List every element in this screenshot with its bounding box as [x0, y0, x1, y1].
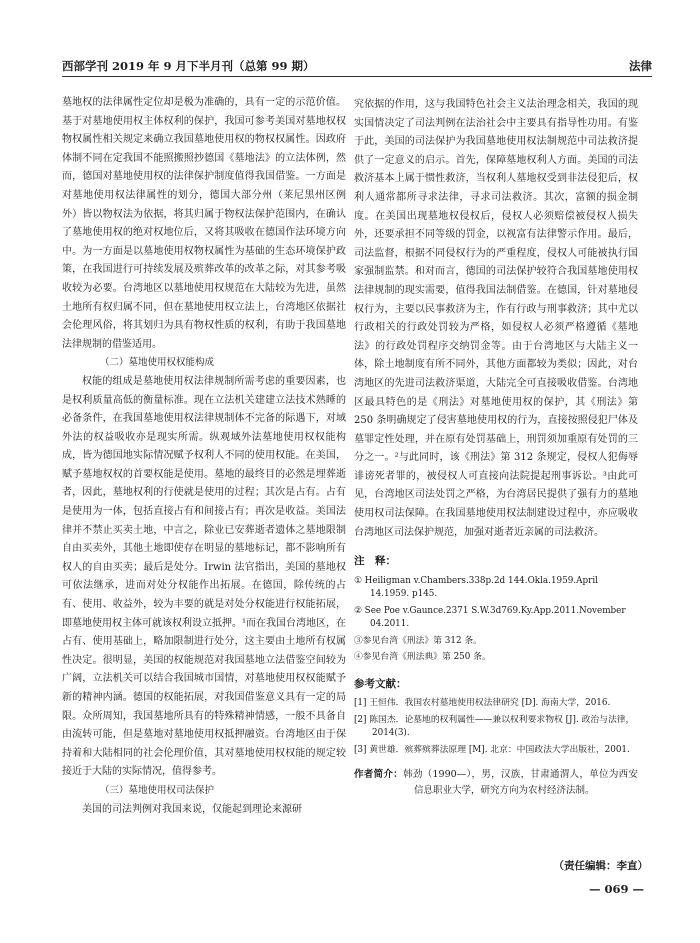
note-item: ③参见台湾《刑法》第 312 条。: [354, 635, 482, 646]
author-bio: [354, 767, 638, 799]
note-item: ② See Poe v.Gaunce.2371 S.W.3d769.Ky.App.2011.November 04.2011.: [354, 605, 626, 630]
note-item: ① Heiligman v.Chambers.338p.2d 144.Okla.1959.April 14.1959. p145.: [354, 575, 598, 600]
section-heading: （三）墓地使用权司法保护: [100, 784, 215, 796]
reference-item: [1] 王恒伟．我国农村墓地使用权法律研究 [D]. 海南大学，2016.: [354, 698, 611, 709]
left-column: [62, 94, 346, 819]
reference-item: [3] 黄世雄．殡葬殡葬法原理 [M]. 北京：中国政法大学出版社，2001.: [354, 744, 630, 755]
reference-item: [2] 陈国杰．论墓地的权利属性——兼以权利要求物权 [J]. 政治与法律，2014(3).: [354, 714, 635, 739]
note-item: ④参见台湾《刑法典》第 250 条。: [354, 652, 491, 663]
references-heading: 参考文献：: [354, 677, 407, 690]
page-header: [62, 56, 652, 78]
responsible-editor: （责任编辑：李直）: [553, 860, 648, 872]
body-paragraph: 墓地权的法律属性定位却是极为准确的，具有一定的示范价值。基于对墓地使用权主体权利的保护，我国可参考美国对墓地权权物权属性相关规定来确立我国墓地使用权的物权权属性。因政府体制不同在定我国不能照搬照抄德国《墓地法》的立法体例，然而，德国对墓地使用权的法律保护制度值得我国借鉴。一方面是对墓地使用权法律属性的划分，德国大部分州（莱尼黑州区例外）皆以物权法为依据，将其归属于物权法保护范围内，在确认了墓地使用权的绝对权地位后，又将其吸收在德国作法环境方向中。为一方面是以墓地使用权物权属性为基础的生态环境保护政策，在我国进行可持续发展及殡葬改革的改革之际，对其参考吸收较为必要。台湾地区以墓地使用权规范在大陆较为先进，虽然土地所有权归属不同，但在墓地使用权立法上，台湾地区依据社会伦理风俗，将其划归为具有物权性质的权利，有助于我国墓地法律规制的借鉴适用。: [62, 97, 346, 350]
body-paragraph: 美国的司法判例对我国来说，仅能起到理论来源研: [82, 803, 302, 815]
page-number: — 069 —: [588, 882, 644, 896]
body-paragraph: 究依据的作用，这与我国特色社会主义法治理念相关，我国的现实国情决定了司法判例在法治社会中主要具有指导性功用。有鉴于此，美国的司法保护为我国墓地使用权法制规范中司法救济提供了一定意义的启示。首先，保障墓地权利人方面。美国的司法救济基本上属于惯性救济，当权利人墓地权受到非法侵犯后，权利人通常都所寻求法律，寻求司法救济。其次，富额的损金制度。在美国出现墓地权侵权后，侵权人必须赔偿被侵权人损失外，还要承担不同等级的罚金，以视富有法律警示作用。最后，司法监督，根据不同侵权行为的严重程度，侵权人可能被执行国家强制监禁。和对而言，德国的司法保护较符合我国墓地使用权法律规制的现实需要，值得我国法制借鉴。在德国，针对墓地侵权行为，主要以民事救济为主，作有行政与刑事救济；其中尤以行政相关的行政处罚较为严格，如侵权人必须严格遵循《墓地法》的行政处罚程序交纳罚金等。由于台湾地区与大陆主义一体，除土地制度有所不同外，其他方面都较为类似；因此，对台湾地区的先进司法救济渠道，大陆完全可直接吸收借鉴。台湾地区最具特色的是《刑法》对墓地使用权的保护，其《刑法》第 250 条明确规定了侵害墓地使用权的行为，直接按照侵犯尸体及墓罪定性处理，并在原有处罚基础上，刑罚须加重原有处罚的三分之一。²与此同时，该《刑法》第 312 条规定，侵权人犯侮辱诽谤死者罪的，被侵权人可直接向法院提起刑事诉讼。³由此可见，台湾地区司法处罚之严格，为台湾居民提供了强有力的墓地使用权司法保障。在我国墓地使用权法制建设过程中，亦应吸收台湾地区司法保护规范，加强对逝者近亲属的司法救济。: [354, 99, 638, 538]
section-name: 法律: [629, 59, 652, 73]
header-rule: [62, 76, 652, 77]
author-text: 韩劲（1990—），男，汉族，甘肃通渭人，单位为西安信息职业大学，研究方向为农村经济法制。: [403, 769, 638, 797]
journal-title: 西部学刊 2019 年 9 月下半月刊（总第 99 期）: [62, 59, 315, 73]
body-paragraph: 权能的组成是墓地使用权法律规制所需考虑的重要因素，也是权利质量高低的衡量标准。现在立法机关建建立法技术熟睡的必备条件，在我国墓地使用权法律规制体不完备的际遇下，对域外法的权益吸收亦是现实所需。纵观域外法墓地使用权权能构成，皆为德国地实际情况赋予权利人不同的使用权能。在美国，赋予墓地权权的首要权能是使用。墓地的最终目的必然是埋葬逝者，因此，墓地权利的行使就是使用的过程；其次是占有。占有是使用为一体，包括直接占有和间接占有；再次是收益。美国法律并不禁止买卖土地，中言之，除业已安葬逝者遗体之墓地限制自由买卖外，其他土地即使存在明显的墓地标记，都不影响所有权人的自由买卖；最后是处分。Irwin 法官指出，美国的墓地权可依法继承，进而对处分权能作出拓展。在德国，除传统的占有、使用、收益外，较为丰要的就是对处分权能进行权能拓展，即墓地使用权主体可就该权利设立抵押。¹而在我国台湾地区，在占有、使用基础上，略加限制进行处分，这主要由土地所有权属性决定。很明显，美国的权能规范对我国墓地立法借鉴空间较为广阔，立法机关可以结合我国城市国情，对墓地使用权权能赋予新的精神内涵。德国的权能拓展，对我国借鉴意义具有一定的局限。众所周知，我国墓地所具有的特殊精神情感，一般不具备自由流转可能，但是墓地对墓地使用权抵押融资。台湾地区由于保持着和大陆相同的社会伦理价值，其对墓地使用权权能的规定较接近于大陆的实际情况，值得参考。: [62, 375, 347, 778]
section-heading: （二）墓地使用权权能构成: [100, 357, 215, 369]
right-column: [354, 96, 638, 799]
author-label: 作者简介：: [354, 769, 404, 781]
notes-heading: 注 释：: [354, 555, 396, 568]
